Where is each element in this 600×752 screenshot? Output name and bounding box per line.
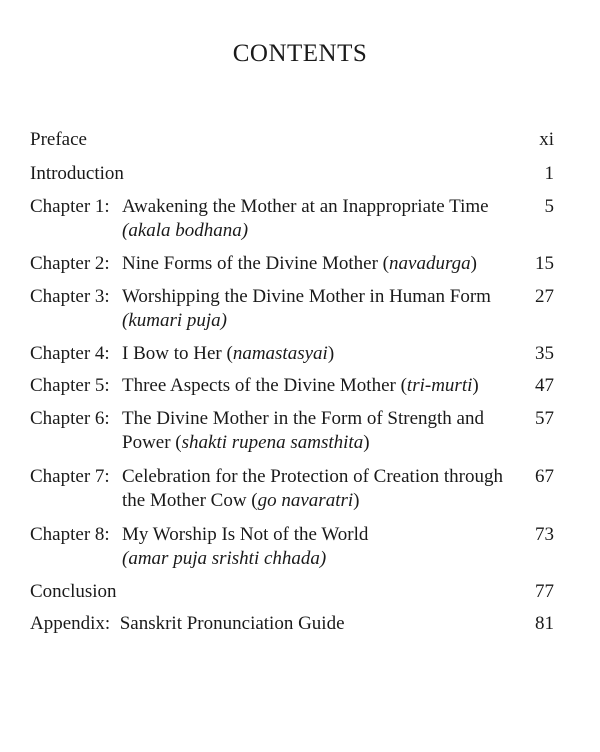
page-number: 81 xyxy=(535,613,554,634)
chapter-title-line-2: Power (shakti rupena samsthita) xyxy=(122,432,370,453)
chapter-title-line: Celebration for the Protection of Creation through xyxy=(122,466,503,487)
chapter-label: Chapter 1: xyxy=(30,196,110,217)
page-number: 67 xyxy=(535,466,554,487)
chapter-title xyxy=(122,285,522,333)
chapter-label: Chapter 7: xyxy=(30,466,110,487)
page-number: 57 xyxy=(535,408,554,429)
chapter-title xyxy=(122,523,522,571)
chapter-title xyxy=(122,342,522,366)
page-number: 15 xyxy=(535,253,554,274)
chapter-label: Chapter 5: xyxy=(30,375,110,396)
page-number: 47 xyxy=(535,375,554,396)
chapter-title xyxy=(122,465,522,513)
chapter-label: Chapter 3: xyxy=(30,286,110,307)
page-number: 73 xyxy=(535,524,554,545)
page-number: 5 xyxy=(544,196,554,217)
chapter-title-line: The Divine Mother in the Form of Strength and xyxy=(122,408,484,429)
entry-title: Conclusion xyxy=(30,581,117,602)
chapter-title-line: Three Aspects of the Divine Mother (tri-murti) xyxy=(122,375,479,396)
chapter-title-line-2: the Mother Cow (go navaratri) xyxy=(122,490,360,511)
chapter-title xyxy=(122,195,522,243)
chapter-title-line: I Bow to Her (namastasyai) xyxy=(122,343,335,364)
page-number: 1 xyxy=(544,163,554,184)
chapter-title xyxy=(122,252,522,276)
page-number: 27 xyxy=(535,286,554,307)
chapter-title-line: Awakening the Mother at an Inappropriate Time xyxy=(122,196,489,217)
chapter-subtitle: (kumari puja) xyxy=(122,310,228,331)
chapter-title-line: My Worship Is Not of the World xyxy=(122,524,369,545)
chapter-title-line: Nine Forms of the Divine Mother (navadurga) xyxy=(122,253,477,274)
chapter-label: Chapter 4: xyxy=(30,343,110,364)
chapter-label: Chapter 2: xyxy=(30,253,110,274)
page-number: xi xyxy=(539,129,554,150)
page-number: 77 xyxy=(535,581,554,602)
page-number: 35 xyxy=(535,343,554,364)
chapter-title xyxy=(122,374,522,398)
chapter-title-line: Worshipping the Divine Mother in Human Form xyxy=(122,286,491,307)
chapter-subtitle: (akala bodhana) xyxy=(122,220,249,241)
chapter-title xyxy=(122,407,522,455)
chapter-subtitle: (amar puja srishti chhada) xyxy=(122,548,327,569)
page-title: CONTENTS xyxy=(232,40,368,67)
entry-title: Preface xyxy=(30,129,87,150)
chapter-label: Chapter 8: xyxy=(30,524,110,545)
entry-title: Introduction xyxy=(30,163,124,184)
entry-title: Appendix: Sanskrit Pronunciation Guide xyxy=(30,613,345,634)
chapter-label: Chapter 6: xyxy=(30,408,110,429)
